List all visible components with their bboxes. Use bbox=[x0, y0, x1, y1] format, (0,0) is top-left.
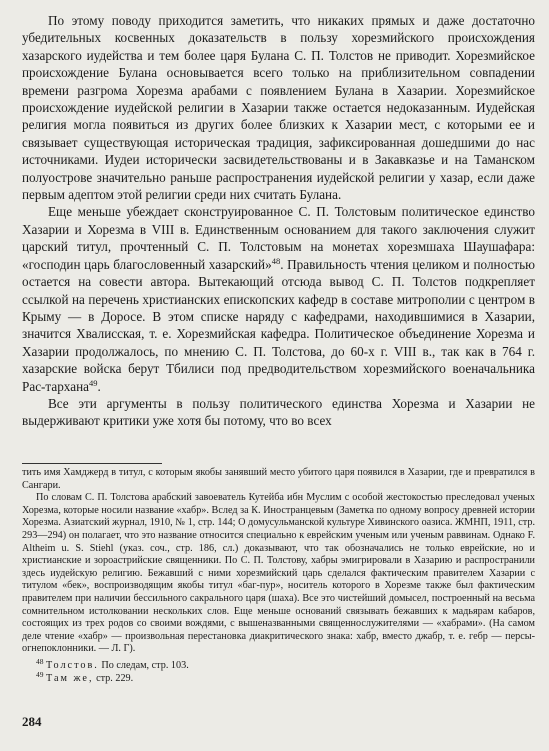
paragraph-2 bbox=[22, 203, 535, 394]
footnote-text: По следам, стр. 103. bbox=[101, 659, 189, 671]
footnote-editor-note: По словам С. П. Толстова арабский завоеватель Кутейба ибн Муслим с особой жестокостью преследовал ученых Хорезма, которые носили название «хабр». Вслед за К. Иностранцевым (Заметка по одному вопросу древней истории Хорезма. Азиатский журнал, 1910, № 1, стр. 144; О домусульманской культуре Хивинского оазиса. ЖМНП, 1911, стр. 293—294) он полагает, что это название относится специально к еврейским ученым или ученым раввинам. Однако F. Altheim u. S. Stiehl (указ. соч., стр. 186, сл.) доказывают, что так обозначались не только еврейские, но и христианские и зороастрийские священники. По С. П. Толстову, хабры эмигрировали в Хазарию и распространили здесь иудейскую религию. Бежавший с ними хорезмийский царь сделался фактическим правителем Хазарии с титулом «бек», воспроизводящим якобы титул «баг-пур», носитель которого в Хорезме также был фактическим правителем при наличии бессильного сакрального царя (шаха). Все это чистейший домысел, построенный на весьма сомнительном истолковании нескольких слов. Еще меньше оснований связывать бежавших к мадьярам кабаров, состоящих из трех родов со своими вождями, с вышеназванными священнослужителями — «хабрами». (На самом деле чтение «хабр» — произвольная перестановка диакритического знака: хабр, вместо джабр, т. е. гебр — персы-огнепоклонники. — Л. Г). bbox=[22, 492, 535, 655]
footnote-text: стр. 229. bbox=[96, 672, 134, 684]
paragraph-1: По этому поводу приходится заметить, что никаких прямых и даже достаточно убедительных косвенных доказательств в пользу хорезмийского происхождения хазарского иудейства и тем более царя Булана С. П. Толстов не приводит. Хорезмийское происхождение Булана основывается всего только на приблизительном совпадении времени разгрома Хорезма арабами с появлением Булана в Хазарии. Хорезмийское происхождение иудейской религии в Хазарии также остается недоказанным. Иудейская религия могла появиться из других более близких к Хазарии мест, с которыми ее и связывает существующая историческая традиция, зафиксированная дошедшими до нас источниками. Иудеи исторически засвидетельствованы и в Закавказье и на Таманском полуострове значительно раньше распространения иудейской религии у хазар, если даже первым адептом этой религии среди них считать Булана. bbox=[22, 13, 535, 203]
paragraph-2-text-a: Еще меньше убеждает сконструированное С. П. Толстовым политическое единство Хазарии и Хорезма в VIII в. Единственным основанием для такого заключения служит царский титул, прочтенный С. П. Толстовым на монетах хорезмшаха Шаушафара: «господин царь благословенный хазарский» bbox=[22, 204, 535, 272]
paragraph-3: Все эти аргументы в пользу политического единства Хорезма и Хазарии не выдерживают критики уже хотя бы потому, что во всех bbox=[22, 395, 535, 429]
page-number: 284 bbox=[22, 714, 42, 729]
main-text bbox=[22, 12, 535, 430]
footnote-continuation: тить имя Хамджерд в титул, с которым якобы занявший место убитого царя появился в Хазарии, где и превратился в Сангари. bbox=[22, 467, 535, 491]
footnotes bbox=[22, 467, 535, 685]
footnote-number: 49 bbox=[36, 669, 44, 679]
footnote-ref-48: 48 bbox=[271, 255, 281, 266]
paragraph-2-text-c: . bbox=[97, 378, 101, 394]
footnote-references bbox=[22, 656, 535, 685]
footnote-author: Там же, bbox=[46, 672, 94, 684]
footnote-separator bbox=[22, 463, 162, 464]
footnote-author: Толстов. bbox=[46, 659, 99, 671]
footnote-ref-49: 49 bbox=[89, 377, 98, 388]
footnote-49 bbox=[22, 669, 535, 686]
paragraph-2-text-b: . Правильность чтения целиком и полностью остается на совести автора. Вытекающий отсюда вывод С. П. Толстов подкрепляет ссылкой на перечень христианских епископских кафедр в составе митрополии с центром в Крыму — в Доросе. В этом списке наряду с кафедрами, находившимися в Хазарии, значится Хвалисская, т. е. Хорезмийская кафедра. Политическое объединение Хорезма и Хазарии продолжалось, по мнению С. П. Толстова, до 60-х г. VIII в., так как в 764 г. хазарские войска берут Тбилиси под предводительством хорезмийского военачальника Рас-тархана bbox=[22, 256, 535, 394]
footnote-48 bbox=[22, 656, 535, 673]
footnote-number: 48 bbox=[36, 656, 44, 666]
